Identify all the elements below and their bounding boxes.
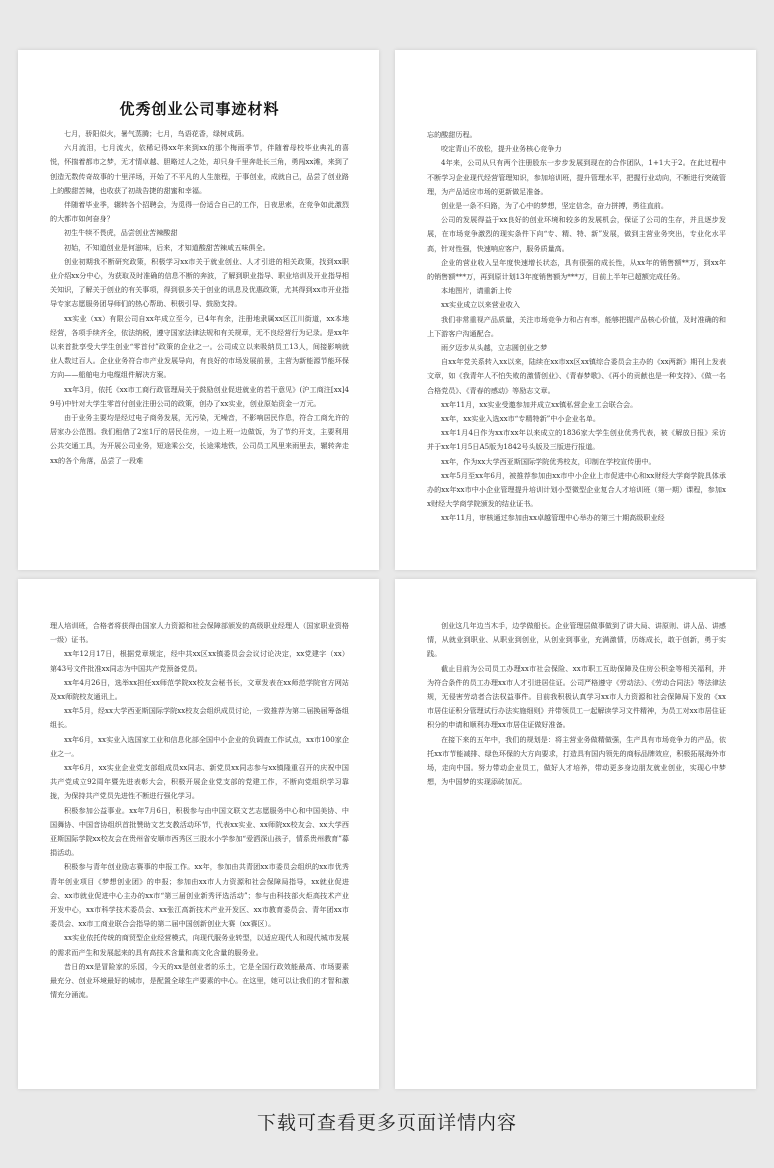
- paragraph: xx年5月至xx年6月，被推荐参加由xx市中小企业上市促进中心和xx财经大学商学院具体承办的xx年xx市中小企业管理提升培训计划小型微型企业复合人才培训班（第一期）课程，参加xx财经大学商学院颁发的结业证书。: [427, 470, 726, 509]
- paragraph: 理人培训班，合格者将获得由国家人力资源和社会保障部颁发的高级职业经理人（国家职业资格一级）证书。: [50, 621, 349, 645]
- document-title: 优秀创业公司事迹材料: [119, 100, 280, 118]
- image-placeholder-text: 本地图片，请重新上传: [441, 286, 512, 296]
- paragraph: xx实业（xx）有限公司自xx年成立至今，已4年有余，注册地隶属xx区江川街道，xx本地经营，各项手续齐全，依法纳税，遵守国家法律法规和有关规章，无不良经营行为记录。是xx年以来首批享受大学生创业“零首付”政策的企业之一。公司成立以来吸纳员工13人，间接影响就业人数过百人。企业业务符合市产业发展导向，有良好的市场发展前景，主营为新能源节能环保方向——船舶电力电缆组件解决方案。: [50, 313, 349, 380]
- paragraph: 初始，不知道创业是何滋味，后来，才知道酸甜苦辣咸五味俱全。: [64, 242, 270, 252]
- page-body: [50, 127, 349, 468]
- page-body: [427, 128, 726, 526]
- paragraph: 昔日的xx是冒险家的乐园，今天的xx是创业者的乐土，它是全国行政效能最高、市场要素最充分、创业环境最好的城市，是配置全球生产要素的中心。在这里，她可以让我们的才智和激情充分涌流。: [50, 961, 349, 1000]
- paragraph: 七月，骄阳似火，暑气蒸腾；七月，鸟语花香，绿树成荫。: [64, 129, 249, 138]
- paragraph: xx年，作为xx大学西亚斯国际学院优秀校友，印制在学校宣传册中。: [441, 456, 656, 466]
- document-page-1: [18, 50, 379, 570]
- paragraph: 公司的发展得益于xx良好的创业环境和较多的发展机会，保证了公司的生存，并且逐步发展，在市场竞争激烈的现实条件下向“专、精、特、新”发展，做到主营业务突出，专业化水平高，针对性强，快速响应客户，服务质量高。: [427, 215, 726, 253]
- page-body: [50, 619, 349, 1002]
- paragraph: 积极参与青年创业励志赛事的申报工作。xx年，参加由共青团xx市委员会组织的xx市优秀青年创业项目《梦想创业团》的申报；参加由xx市人力资源和社会保障局指导，xx就业促进会、xx市就业促进中心主办的xx市“第三届创业新秀评选活动”；参与由科技部火炬高技术产业开发中心，xx市科学技术委员会、xx张江高新技术产业开发区、xx市教育委员会、青年团xx市委员会、xx市工商业联合会指导的第二届中国创新创业大赛（xx赛区）。: [50, 862, 349, 929]
- paragraph: xx年11月，xx实业受邀参加并成立xx镇私营企业工会联合会。: [441, 399, 638, 409]
- paragraph: 企业的营业收入呈年度快速增长状态，具有很强的成长性，从xx年的销售额**万，到xx年的销售额***万，再到原计划13年度销售额为***万，目前上半年已超额完成任务。: [427, 257, 726, 282]
- paragraph: 六月流泪，七月流火，依稀记得xx年来到xx的那个梅雨季节，伴随着母校毕业典礼的喜悦，怀揣着都市之梦，无才情卓越、胆略过人之处，却只身千里奔赴长三角，勇闯xx滩，来到了创造无数传奇故事的十里洋场，开始了不平凡的人生旅程，于事创业，成就自己，品尝了创业路上的酸甜苦辣，也收获了初战告捷的甜蜜和幸福。: [50, 143, 349, 195]
- section-heading: 初生牛犊不畏虎，品尝创业苦辣酸甜: [64, 228, 178, 238]
- paragraph: xx年6月，xx实业企业党支部组成员xx同志、新党员xx同志参与xx镇隆重召开的庆祝中国共产党成立92周年暨先进表彰大会，积极开展企业党支部的党建工作，不断向党组织学习靠拢，为保持共产党员先进性不断进行强化学习。: [50, 763, 349, 801]
- download-more-link[interactable]: 下载可查看更多页面详情内容: [256, 1112, 517, 1134]
- document-page-2: [395, 50, 756, 570]
- paragraph: 我们非常重视产品质量，关注市场竞争力和占有率，能够把握产品核心价值，及时准确的和上下游客户沟通配合。: [427, 314, 726, 338]
- paragraph: xx年，xx实业入选xx市“专精特新”中小企业名单。: [441, 414, 600, 424]
- paragraph: xx年4月26日，选举xx担任xx师范学院xx校友会秘书长，文章发表在xx师范学院官方网站及xx师院校友通讯上。: [50, 677, 349, 702]
- paragraph: 由于业务主要均是经过电子商务发展，无污染，无噪音，不影响居民作息，符合工商允许的居家办公范围。我们租借了2室1厅的居民住房，一边上班一边做饭，为了节约开支，主要利用公共交通工具，为开展公司业务，短途乘公交，长途乘地铁，公司员工风里来雨里去，辗转奔走xx的各个角落，品尝了一段难: [50, 413, 349, 465]
- document-page-3: [18, 579, 379, 1089]
- paragraph: 创业这几年边当木手，边学做船长。企业管理层做事做到了讲大局、讲原则、讲人品、讲感情，从就业到职业、从职业到创业，从创业到事业，充满激情，历练成长，敢于创新，勇于实践。: [427, 621, 726, 659]
- page-body: [427, 619, 726, 789]
- paragraph: 忘的酸甜历程。: [427, 130, 477, 139]
- paragraph: xx年12月17日，根据党章规定，经中共xx区xx镇委员会会议讨论决定，xx党建字（xx）第43号文件批准xx同志为中国共产党预备党员。: [50, 649, 349, 673]
- section-heading: 咬定青山不放松，提升业务核心竞争力: [441, 144, 562, 154]
- paragraph: 自xx年党关系转入xx以来，陆续在xx市xx区xx镇综合委员会主办的《xx两新》期刊上发表文章，如《我青年人不怕失败的激情创业》、《青春梦歌》、《再小的贡献也是一种支持》、《做一名合格党员》、《青春的感动》等励志文章。: [427, 357, 726, 395]
- paragraph: 在接下来的五年中，我们的规划是：将主营业务做精做强，生产具有市场竞争力的产品，依托xx市节能减排、绿色环保的大方向要求，打造具有国内领先的商标品牌效应，积极拓展海外市场，走向中国。努力带动企业员工，做好人才培养，带动更多身边朋友就业创业，实现心中梦想，为中国梦的实现添砖加瓦。: [427, 734, 726, 787]
- paragraph: 伴随着毕业季，辗转各个招聘会，为觅得一份适合自己的工作，日夜思索，在竞争如此激烈的大都市如何奋身？: [50, 200, 349, 224]
- paragraph: 创业是一条不归路，为了心中的梦想，坚定信念，奋力拼搏，勇往直前。: [441, 201, 668, 211]
- paragraph: xx年3月，依托《xx市工商行政管理局关于鼓励创业促进就业的若干意见》(沪工商注[xx]49号)中针对大学生零首付创业注册公司的政策，创办了xx实业，创业原始资金一万元。: [50, 384, 349, 408]
- document-page-4: [395, 579, 756, 1089]
- paragraph: 积极参加公益事业。xx年7月6日，积极参与由中国文联文艺志愿服务中心和中国美协、中国舞协、中国音协组织首批赞助文艺支教活动环节，代表xx实业、xx师院xx校友会、xx大学西亚斯国际学院xx校友会在贵州省安顺市西秀区三股水小学参加“爱洒深山孩子，情系贵州教育”募捐活动。: [50, 805, 350, 858]
- paragraph: 创业初期我不断研究政策，积极学习xx市关于就业创业、人才引进的相关政策，找到xx职业介绍xx分中心，为获取及时准确的信息不断的奔波，了解到职业指导、职业培训及开业指导相关知识，了解关于创业的有关事项，得到很多关于创业的讯息及优惠政策，尤其得到xx市开业指导专家志愿服务团导师们的热心帮助、积极引导、鼓励支持。: [50, 256, 349, 309]
- section-heading: 雨夕迈步从头越，立志圆创业之梦: [441, 343, 548, 353]
- paragraph: xx实业依托传统的商贸型企业经营模式，向现代服务业转型，以适应现代人和现代城市发展的需求而产生和发展起来的具有高技术含量和高文化含量的服务业。: [50, 933, 349, 957]
- paragraph: 截止目前为公司员工办理xx市社会保险、xx市职工互助保障及住房公积金等相关福利，并为符合条件的员工办理xx市人才引进居住证。公司严格遵守《劳动法》、《劳动合同法》等法律法规，无侵害劳动者合法权益事件。目前我积极认真学习xx市人力资源和社会保障局下发的《xx市居住证积分管理试行办法实施细则》并带领员工一起解读学习文件精神，为员工对xx市居住证积分的申请和顺利办理xx市居住证做好准备。: [427, 663, 726, 730]
- paragraph: xx年11月，审核通过参加由xx卓越管理中心举办的第三十期高级职业经: [441, 513, 665, 523]
- paragraph: xx年1月4日作为xx市xx年以来成立的1836家大学生创业优秀代表，被《解放日报》采访并于xx年1月5日A5版为1842号头版及三版进行报道。: [427, 428, 726, 452]
- paragraph: xx年6月，xx实业入选国家工业和信息化部全国中小企业的负调查工作试点，xx市100家企业之一。: [50, 734, 349, 758]
- paragraph: xx年5月，经xx大学西亚斯国际学院xx校友会组织成员讨论，一致推荐为第二届换届筹备组组长。: [50, 706, 349, 730]
- caption: xx实业成立以来营业收入: [441, 300, 520, 310]
- paragraph: 4年来，公司从只有两个注册股东一步步发展到现在的合作团队，1+1大于2。在此过程中不断学习企业现代经营管理知识，参加培训班，提升管理水平，把握行业动向，不断进行突破管理，为产品适应市场的更新做足准备。: [427, 158, 726, 196]
